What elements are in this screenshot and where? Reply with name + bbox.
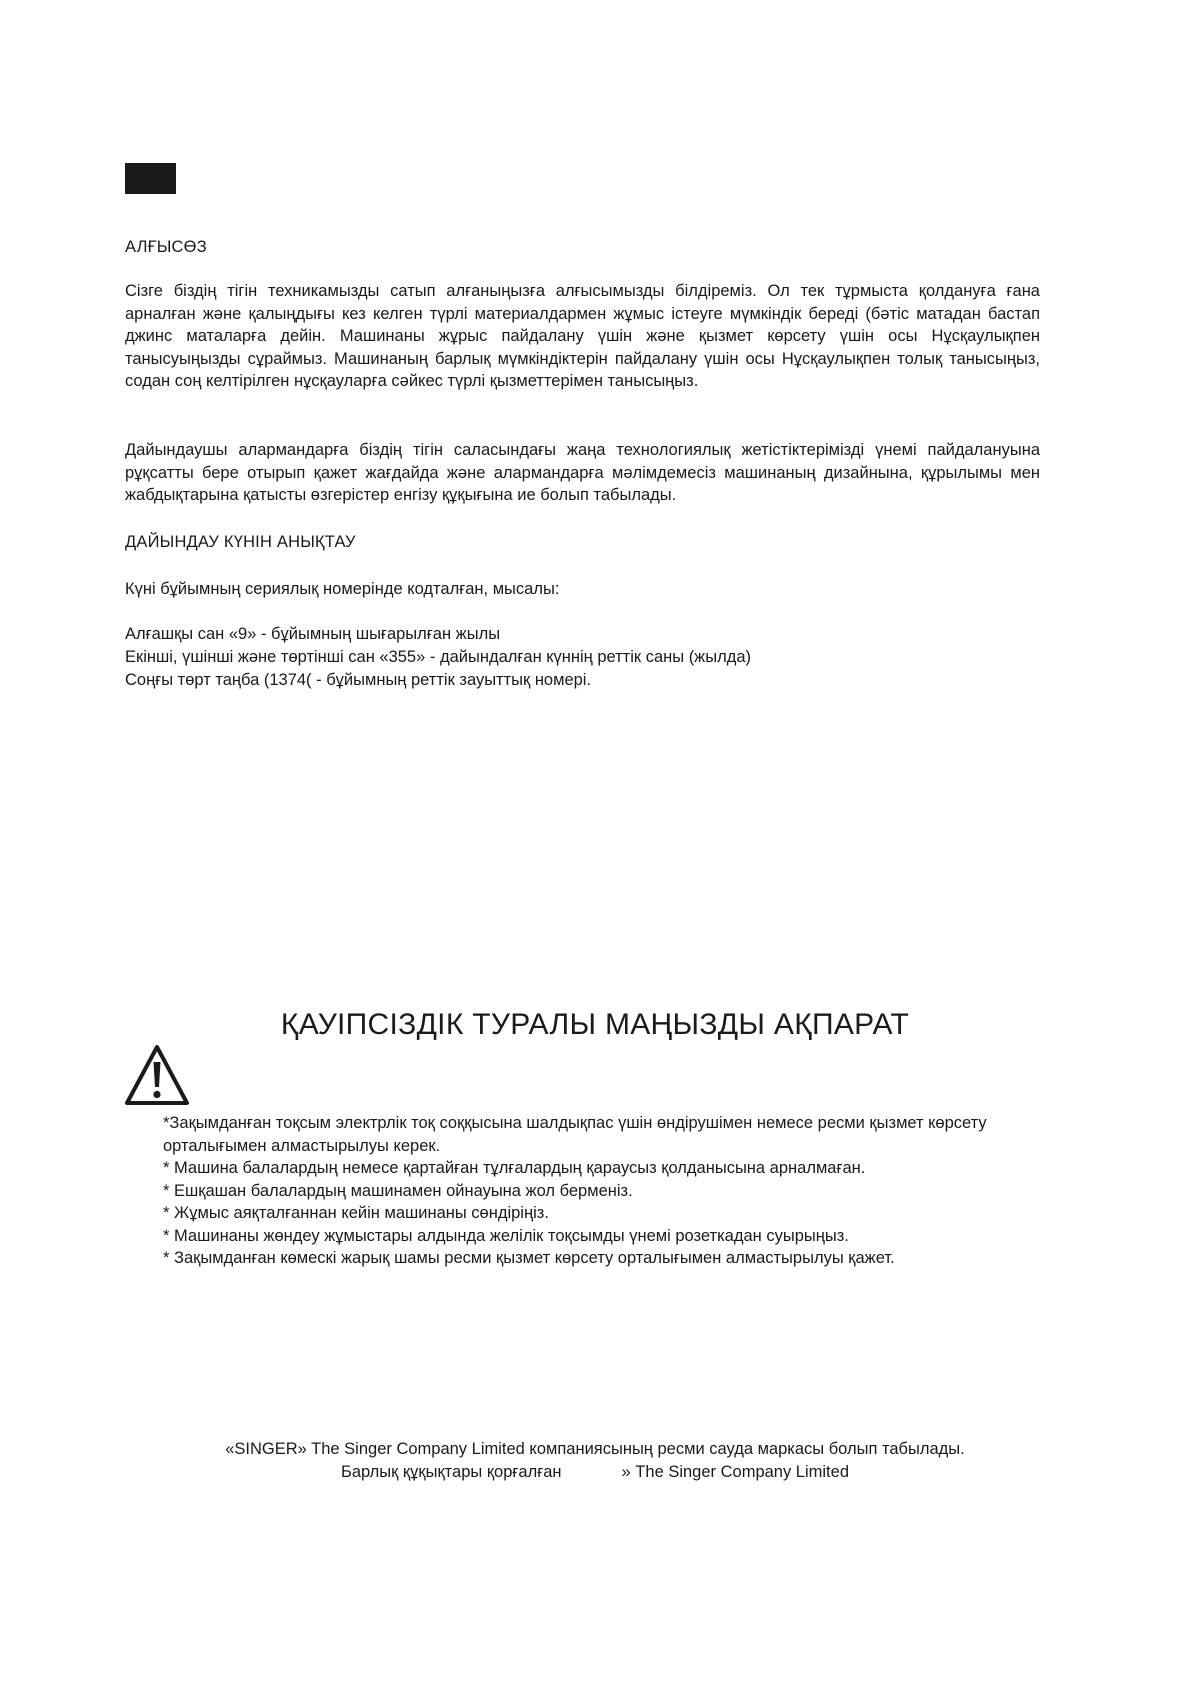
date-line-2: Екінші, үшінші және төртінші сан «355» - дайындалған күннің реттік саны (жылда) (125, 648, 752, 666)
date-line-3: Соңғы төрт таңба (1374( - бұйымның реттік зауыттық номері. (125, 671, 592, 689)
intro-paragraph-2: Дайындаушы алармандарға біздің тігін саласындағы жаңа технологиялық жетістіктерімізді үнемі пайдалануына рұқсатты бере отырып қажет жағдайда және алармандарға мәлімдемесіз машинаның дизайнына, құрылымы мен жабдықтарына қатысты өзгерістер енгізу құқығына ие болып табылады. (125, 441, 1040, 504)
safety-list (163, 1112, 1053, 1270)
safety-item: * Зақымданған көмескі жарық шамы ресми қызмет көрсету орталығымен алмастырылуы қажет. (163, 1249, 895, 1267)
safety-title: ҚАУІПСІЗДІК ТУРАЛЫ МАҢЫЗДЫ АҚПАРАТ (280, 1008, 910, 1041)
date-section-intro: Күні бұйымның сериялық номерінде кодталған, мысалы: (125, 580, 560, 598)
warning-triangle-icon (124, 1044, 190, 1106)
footer-rights (0, 1463, 1190, 1482)
footer-rights-left: Барлық құқықтары қорғалған (341, 1463, 562, 1481)
footer-trademark: «SINGER» The Singer Company Limited компаниясының ресми сауда маркасы болып табылады. (225, 1440, 965, 1458)
intro-paragraph-1: Сізге біздің тігін техникамызды сатып алғаныңызға алғысымызды білдіреміз. Ол тек тұрмыста қолдануға ғана арналған және қалыңдығы кез келген түрлі материалдармен жұмыс істеуге мүмкіндік береді (бәтіс матадан бастап джинс маталарға дейін. Машинаны жұрыс пайдалану үшін және қызмет көрсету үшін осы Нұсқаулықпен танысуыңызды сұраймыз. Машинаның барлық мүмкіндіктерін пайдалану үшін осы Нұсқаулықпен толық танысыңыз, содан соң келтірілген нұсқауларға сәйкес түрлі қызметтерімен танысыңыз. (125, 282, 1040, 390)
date-section-title: ДАЙЫНДАУ КҮНІН АНЫҚТАУ (125, 533, 356, 551)
date-line-1: Алғашқы сан «9» - бұйымның шығарылған жылы (125, 625, 501, 643)
safety-item: * Ешқашан балалардың машинамен ойнауына жол берменіз. (163, 1181, 633, 1200)
language-tab (125, 163, 176, 194)
footer-rights-right: » The Singer Company Limited (621, 1463, 849, 1481)
safety-item: * Машина балалардың немесе қартайған тұлғалардың қараусыз қолданысына арналмаған. (163, 1159, 866, 1177)
safety-item: *Зақымданған тоқсым электрлік тоқ соққысына шалдықпас үшін өндірушімен немесе ресми қызмет көрсету орталығымен алмастырылуы керек. (163, 1114, 987, 1155)
safety-item: * Машинаны жөндеу жұмыстары алдында желілік тоқсымды үнемі розеткадан суырыңыз. (163, 1226, 849, 1245)
safety-item: * Жұмыс аяқталғаннан кейін машинаны сөндіріңіз. (163, 1204, 549, 1222)
intro-title: АЛҒЫСӨЗ (125, 238, 207, 256)
